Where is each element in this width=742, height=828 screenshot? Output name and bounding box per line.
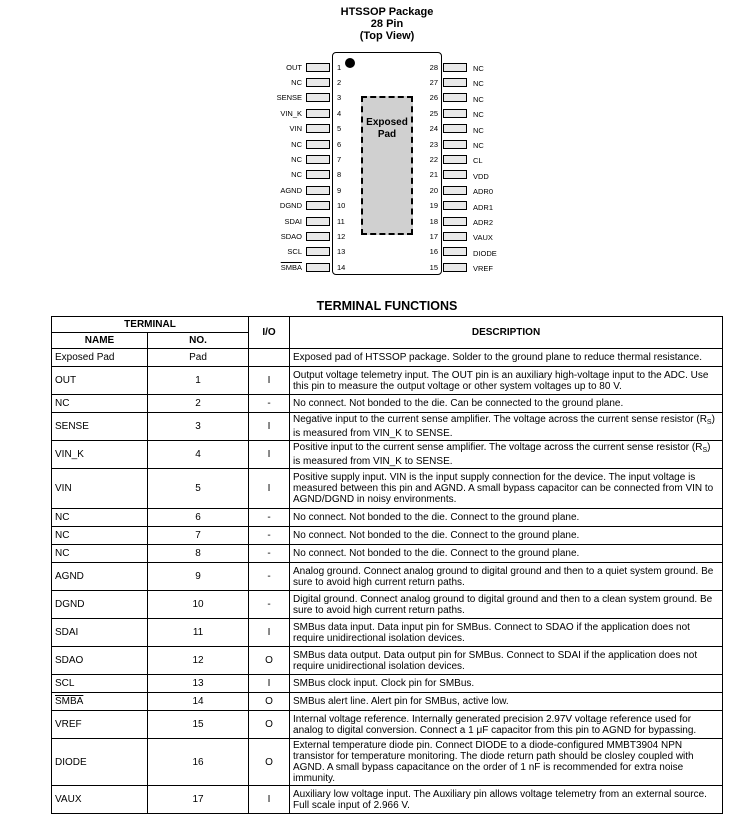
terminal-number: 15: [148, 711, 249, 739]
pin-number: 12: [337, 231, 346, 241]
table-row: [52, 413, 723, 441]
table-row: [52, 693, 723, 711]
terminal-description: [290, 441, 723, 469]
terminal-io: -: [249, 395, 290, 413]
table-row: [52, 591, 723, 619]
pin-name: SMBA: [280, 262, 302, 272]
terminal-functions-title: TERMINAL FUNCTIONS: [316, 299, 458, 313]
terminal-number: 13: [148, 675, 249, 693]
terminal-name: SENSE: [52, 413, 148, 441]
terminal-description: SMBus data input. Data input pin for SMBus. Connect to SDAO if the application does not require unidirectional isolation devices.: [290, 619, 723, 647]
terminal-name: NC: [52, 395, 148, 413]
pin-name: SCL: [287, 247, 302, 257]
terminal-description: SMBus clock input. Clock pin for SMBus.: [290, 675, 723, 693]
pin-name: NC: [473, 110, 484, 120]
name-column-header: NAME: [52, 333, 148, 349]
pin-name: SDAI: [284, 216, 302, 226]
terminal-io: I: [249, 441, 290, 469]
description-text: Positive input to the current sense amplifier. The voltage across the current sense resistor (R: [293, 442, 703, 453]
terminal-number: 1: [148, 367, 249, 395]
pin-number: 14: [337, 262, 346, 272]
pin-name: SENSE: [276, 93, 302, 103]
table-row: [52, 509, 723, 527]
terminal-number: 17: [148, 786, 249, 814]
terminal-name: SCL: [52, 675, 148, 693]
pin-name: NC: [473, 125, 484, 135]
terminal-name: Exposed Pad: [52, 349, 148, 367]
pin-lead-right: [443, 263, 467, 272]
table-row: [52, 647, 723, 675]
pin-name: DGND: [279, 201, 302, 211]
pin-lead-left: [306, 217, 330, 226]
terminal-number: 16: [148, 739, 249, 786]
table-row: [52, 441, 723, 469]
terminal-io: I: [249, 469, 290, 509]
terminal-io: O: [249, 647, 290, 675]
terminal-io: -: [249, 509, 290, 527]
pin-number: 19: [429, 201, 438, 211]
terminal-number: 3: [148, 413, 249, 441]
pin-name: NC: [291, 170, 302, 180]
pin-number: 27: [429, 77, 438, 87]
terminal-name: NC: [52, 545, 148, 563]
terminal-io: I: [249, 675, 290, 693]
pin-lead-right: [443, 170, 467, 179]
terminal-io: -: [249, 591, 290, 619]
pin-number: 22: [429, 154, 438, 164]
pin-number: 5: [337, 124, 342, 134]
pin-lead-left: [306, 140, 330, 149]
terminal-description: External temperature diode pin. Connect DIODE to a diode-configured MMBT3904 NPN transistor for temperature monitoring. The diode return path should be closley coupled with AGND. A small bypass capacitance on the order of 1 nF is recommended for extra noise immunity.: [290, 739, 723, 786]
pin-name: NC: [291, 154, 302, 164]
terminal-description: SMBus alert line. Alert pin for SMBus, active low.: [290, 693, 723, 711]
terminal-name: NC: [52, 509, 148, 527]
pin-number: 17: [429, 231, 438, 241]
pin-name: NC: [473, 94, 484, 104]
terminal-name: AGND: [52, 563, 148, 591]
pin-number: 9: [337, 185, 342, 195]
terminal-description: Digital ground. Connect analog ground to digital ground and then to a clean system ground. Be sure to avoid high current return paths.: [290, 591, 723, 619]
pin-number: 6: [337, 139, 342, 149]
pin-lead-right: [443, 109, 467, 118]
io-column-header: I/O: [249, 317, 290, 349]
pin-lead-right: [443, 63, 467, 72]
pin-name: AGND: [280, 185, 302, 195]
terminal-description: No connect. Not bonded to the die. Connect to the ground plane.: [290, 545, 723, 563]
pin-name: ADR0: [473, 187, 494, 197]
pin-lead-right: [443, 124, 467, 133]
pin-lead-right: [443, 78, 467, 87]
pin-name: DIODE: [473, 248, 497, 258]
table-row: [52, 469, 723, 509]
pin-lead-left: [306, 232, 330, 241]
pin-lead-right: [443, 201, 467, 210]
pin-number: 11: [337, 216, 345, 226]
table-row: [52, 395, 723, 413]
terminal-io: -: [249, 545, 290, 563]
pin-lead-right: [443, 186, 467, 195]
terminal-name: VIN: [52, 469, 148, 509]
pin-lead-right: [443, 140, 467, 149]
terminal-name: OUT: [52, 367, 148, 395]
pin-number: 7: [337, 154, 342, 164]
pin-number: 21: [429, 170, 438, 180]
pin-number: 20: [429, 185, 438, 195]
terminal-group-header: TERMINAL: [52, 317, 249, 333]
pin-name: CL: [473, 156, 483, 166]
pin-name: NC: [473, 141, 484, 150]
pin-lead-left: [306, 124, 330, 133]
table-row: [52, 619, 723, 647]
pin-number: 24: [429, 124, 438, 134]
terminal-description: Positive supply input. VIN is the input supply connection for the device. The input voltage is measured between this pin and AGND. A small bypass capacitor can be connected from VIN to AGND/DGND in noisy environments.: [290, 469, 723, 509]
pin-number: 3: [337, 93, 342, 103]
description-text: ) is measured from VIN_K to SENSE.: [293, 442, 711, 467]
package-pin-count: 28 Pin: [370, 18, 404, 30]
terminal-description: Exposed pad of HTSSOP package. Solder to the ground plane to reduce thermal resistance.: [290, 349, 723, 367]
terminal-name: VAUX: [52, 786, 148, 814]
terminal-io: I: [249, 619, 290, 647]
table-row: [52, 527, 723, 545]
terminal-io: -: [249, 563, 290, 591]
terminal-description: [290, 413, 723, 441]
terminal-number: 8: [148, 545, 249, 563]
description-subscript: S: [706, 419, 712, 426]
terminal-io: O: [249, 693, 290, 711]
terminal-number: 9: [148, 563, 249, 591]
terminal-io: -: [249, 527, 290, 545]
terminal-description: Internal voltage reference. Internally generated precision 2.97V voltage reference used for analog to digital conversion. Connect a 1 μF capacitor from this pin to AGND for bypassing.: [290, 711, 723, 739]
terminal-number: 4: [148, 441, 249, 469]
table-row: [52, 786, 723, 814]
terminal-number: 12: [148, 647, 249, 675]
terminal-name: VREF: [52, 711, 148, 739]
description-text: Negative input to the current sense amplifier. The voltage across the current sense resistor (R: [293, 414, 707, 425]
pin-name: VDD: [473, 171, 489, 181]
pin-lead-left: [306, 78, 330, 87]
terminal-number: 10: [148, 591, 249, 619]
terminal-name: DIODE: [52, 739, 148, 786]
pin-lead-left: [306, 247, 330, 256]
pin-number: 26: [429, 93, 438, 103]
number-column-header: NO.: [148, 333, 249, 349]
terminal-io: [249, 349, 290, 367]
terminal-io: I: [249, 786, 290, 814]
table-row: [52, 349, 723, 367]
terminal-name: SMBA: [52, 693, 148, 711]
terminal-io: O: [249, 739, 290, 786]
pin-number: 18: [429, 216, 438, 226]
pin-name: ADR1: [473, 202, 494, 212]
pin-lead-left: [306, 109, 330, 118]
terminal-description: Output voltage telemetry input. The OUT pin is an auxiliary high-voltage input to the ADC. Use this pin to measure the output voltage or other system voltages up to 80 V.: [290, 367, 723, 395]
terminal-name: SDAO: [52, 647, 148, 675]
pin-lead-right: [443, 247, 467, 256]
pin-name: NC: [291, 77, 302, 87]
terminal-number: 7: [148, 527, 249, 545]
pin-lead-left: [306, 186, 330, 195]
terminal-io: I: [249, 367, 290, 395]
description-column-header: DESCRIPTION: [290, 317, 723, 349]
terminal-number: Pad: [148, 349, 249, 367]
terminal-io: O: [249, 711, 290, 739]
terminal-number: 5: [148, 469, 249, 509]
pin-name: VAUX: [473, 233, 493, 243]
terminal-description: No connect. Not bonded to the die. Can be connected to the ground plane.: [290, 395, 723, 413]
terminal-description: SMBus data output. Data output pin for SMBus. Connect to SDAI if the application does not require unidirectional isolation devices.: [290, 647, 723, 675]
terminal-number: 14: [148, 693, 249, 711]
pin-name: VIN: [289, 124, 302, 134]
terminal-description: No connect. Not bonded to the die. Connect to the ground plane.: [290, 509, 723, 527]
pin-name: VIN_K: [280, 108, 302, 118]
terminal-functions-table: [51, 316, 723, 814]
pin-number: 28: [429, 62, 438, 72]
pin-number: 16: [429, 247, 438, 257]
pin-name: VREF: [473, 264, 494, 274]
pin-lead-left: [306, 93, 330, 102]
pin-lead-right: [443, 232, 467, 241]
terminal-description: No connect. Not bonded to the die. Connect to the ground plane.: [290, 527, 723, 545]
pin-lead-right: [443, 155, 467, 164]
pin-lead-right: [443, 93, 467, 102]
terminal-name: DGND: [52, 591, 148, 619]
table-row: [52, 367, 723, 395]
pin-lead-right: [443, 217, 467, 226]
pin-name: NC: [291, 139, 302, 149]
terminal-number: 6: [148, 509, 249, 527]
terminal-name: NC: [52, 527, 148, 545]
terminal-description: Analog ground. Connect analog ground to digital ground and then to a quiet system ground. Be sure to avoid high current return paths.: [290, 563, 723, 591]
table-row: [52, 563, 723, 591]
package-title: HTSSOP Package: [340, 6, 434, 18]
description-text: ) is measured from VIN_K to SENSE.: [293, 414, 715, 439]
pin-number: 1: [337, 62, 342, 72]
terminal-name: SDAI: [52, 619, 148, 647]
pin-number: 23: [429, 139, 438, 149]
exposed-pad-label: Exposed Pad: [366, 117, 408, 140]
pin-name: OUT: [286, 62, 302, 72]
pin-lead-left: [306, 201, 330, 210]
terminal-number: 2: [148, 395, 249, 413]
terminal-name: VIN_K: [52, 441, 148, 469]
pin-number: 15: [429, 262, 438, 272]
pin-number: 25: [429, 108, 438, 118]
pin-lead-left: [306, 63, 330, 72]
pin-lead-left: [306, 263, 330, 272]
pin-number: 4: [337, 108, 342, 118]
table-row: [52, 675, 723, 693]
pin-name: NC: [473, 79, 484, 89]
table-row: [52, 545, 723, 563]
pin-number: 2: [337, 77, 342, 87]
pin-number: 8: [337, 170, 342, 180]
table-row: [52, 711, 723, 739]
description-subscript: S: [702, 447, 708, 454]
terminal-number: 11: [148, 619, 249, 647]
pin-name: SDAO: [280, 231, 302, 241]
pin-name: ADR2: [473, 218, 494, 227]
package-view: (Top View): [359, 30, 415, 42]
pin-lead-left: [306, 170, 330, 179]
pin-name: NC: [473, 64, 484, 73]
terminal-description: Auxiliary low voltage input. The Auxiliary pin allows voltage telemetry from an external source. Full scale input of 2.966 V.: [290, 786, 723, 814]
pin-number: 13: [337, 247, 346, 257]
pin-number: 10: [337, 201, 346, 211]
terminal-io: I: [249, 413, 290, 441]
table-row: [52, 739, 723, 786]
pin-lead-left: [306, 155, 330, 164]
